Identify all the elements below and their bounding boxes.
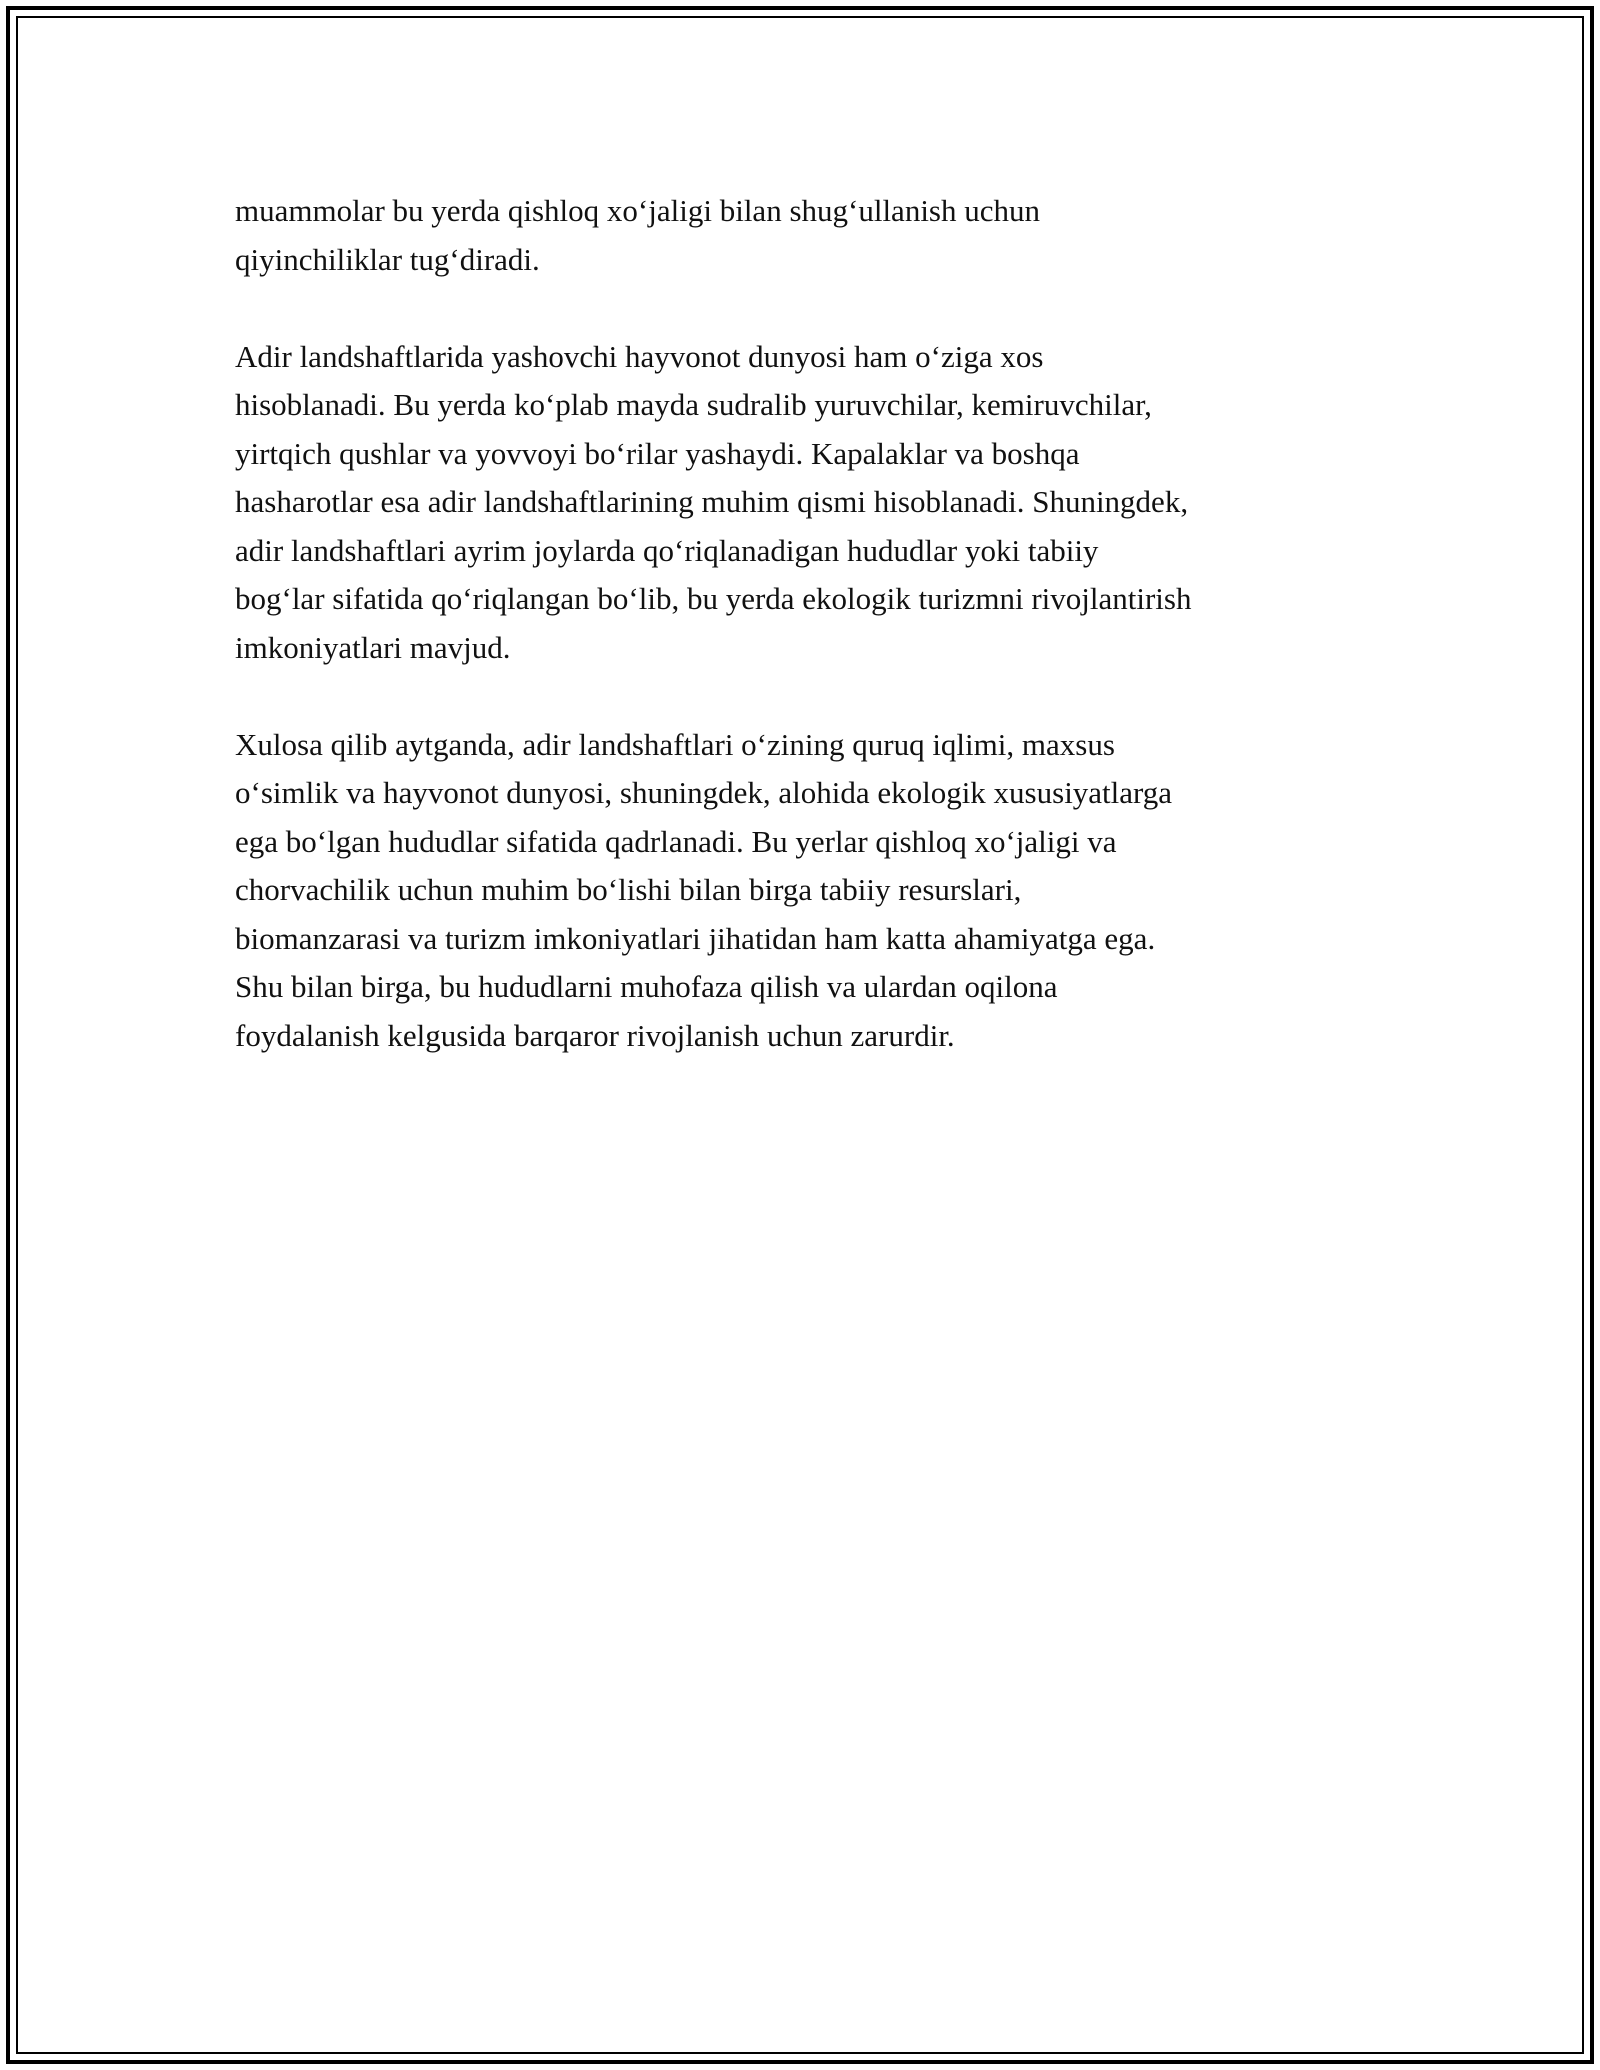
text-line: bog‘lar sifatida qo‘riqlangan bo‘lib, bu yerda ekologik turizmni rivojlantirish	[235, 581, 1192, 616]
text-line: imkoniyatlari mavjud.	[235, 629, 511, 665]
text-line: Adir landshaftlarida yashovchi hayvonot dunyosi ham o‘ziga xos	[235, 338, 1044, 374]
text-line: qiyinchiliklar tug‘diradi.	[235, 241, 540, 277]
document-body	[235, 187, 1395, 1109]
text-line: Xulosa qilib aytganda, adir landshaftlari o‘zining quruq iqlimi, maxsus	[235, 726, 1115, 762]
paragraph-2	[235, 333, 1395, 673]
text-line: muammolar bu yerda qishloq xo‘jaligi bilan shug‘ullanish uchun	[235, 193, 1041, 228]
paragraph-3	[235, 721, 1395, 1061]
text-line: yirtqich qushlar va yovvoyi bo‘rilar yashaydi. Kapalaklar va boshqa	[235, 435, 1080, 471]
text-line: Shu bilan birga, bu hududlarni muhofaza qilish va ulardan oqilona	[235, 969, 1058, 1004]
paragraph-1	[235, 187, 1395, 284]
text-line: adir landshaftlari ayrim joylarda qo‘riqlanadigan hududlar yoki tabiiy	[235, 532, 1099, 568]
text-line: chorvachilik uchun muhim bo‘lishi bilan birga tabiiy resurslari,	[235, 872, 1022, 907]
text-line: o‘simlik va hayvonot dunyosi, shuningdek, alohida ekologik xususiyatlarga	[235, 775, 1173, 810]
text-line: hasharotlar esa adir landshaftlarining muhim qismi hisoblanadi. Shuningdek,	[235, 484, 1189, 519]
text-line: ega bo‘lgan hududlar sifatida qadrlanadi. Bu yerlar qishloq xo‘jaligi va	[235, 823, 1117, 859]
text-line: foydalanish kelgusida barqaror rivojlanish uchun zarurdir.	[235, 1017, 955, 1053]
text-line: biomanzarasi va turizm imkoniyatlari jihatidan ham katta ahamiyatga ega.	[235, 920, 1156, 956]
text-line: hisoblanadi. Bu yerda ko‘plab mayda sudralib yuruvchilar, kemiruvchilar,	[235, 387, 1152, 422]
